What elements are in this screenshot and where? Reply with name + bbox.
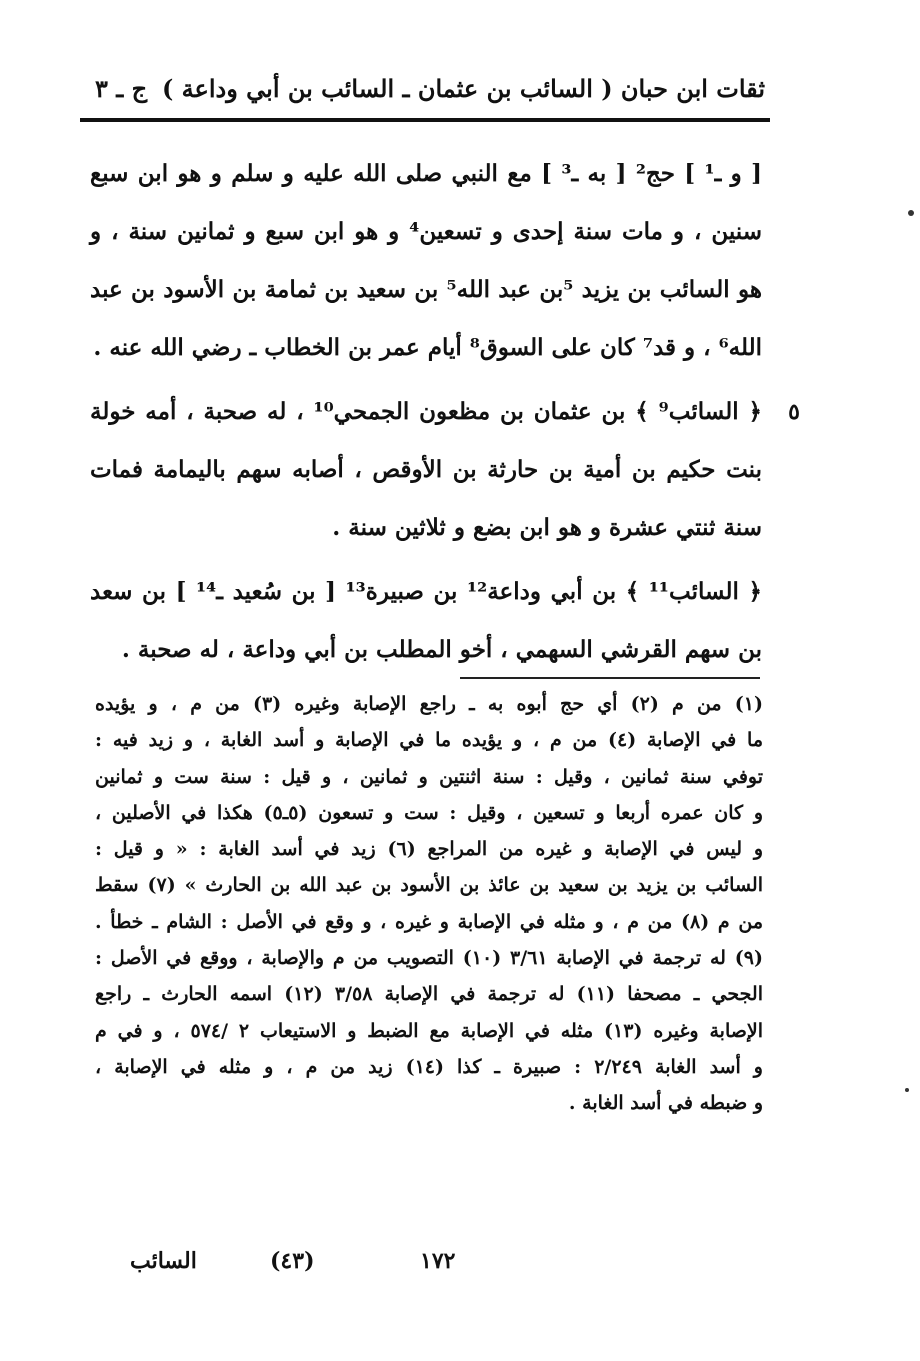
- footnote-line: و ليس في الإصابة و غيره من المراجع (٦) زيد في أسد الغابة : « و قيل :: [95, 838, 763, 861]
- footnote-line: و ضبطه في أسد الغابة .: [568, 1092, 763, 1115]
- header-rule: [80, 118, 770, 122]
- entry-count: (٤٣): [270, 1248, 315, 1274]
- footnote-line: توفي سنة ثمانين ، وقيل : سنة اثنتين و ثمانين ، و قيل : سنة ست و ثمانين: [95, 765, 763, 788]
- entry-paragraph: [90, 145, 762, 377]
- footnote-line: الجحي ـ مصحفا (١١) له ترجمة في الإصابة ٣/٥٨ (١٢) اسمه الحارث ـ راجع: [95, 983, 763, 1006]
- entry-paragraph: [90, 383, 800, 557]
- page-footer: [120, 1248, 750, 1284]
- running-name: السائب: [130, 1248, 197, 1274]
- scan-speck: [908, 210, 914, 216]
- entry-paragraph: [90, 563, 762, 679]
- footnote-line: ما في الإصابة (٤) من م ، و يؤيده ما في الإصابة و أسد الغابة ، و زيد فيه :: [95, 729, 763, 752]
- footnote-line: و أسد الغابة ٢/٢٤٩ : صبيرة ـ كذا (١٤) زيد من م ، و مثله في الإصابة ،: [95, 1055, 763, 1078]
- footnote-line: الإصابة وغيره (١٣) مثله في الإصابة مع الضبط و الاستيعاب ٢ /٥٧٤ ، و في م: [95, 1019, 763, 1042]
- entry-text: [ و ـ¹ ] حج² [ به ـ³ ] مع النبي صلى الله عليه و سلم و هو ابن سبع سنين ، و مات سنة إحدى و تسعين⁴ و هو ابن سبع و ثمانين سنة ، و هو السائب بن يزيد ⁵بن عبد الله⁵ بن سعيد بن ثمامة بن الأسود بن عبد الله⁶ ، و قد⁷ كان على السوق⁸ أيام عمر بن الخطاب ـ رضي الله عنه .: [90, 160, 763, 361]
- main-text: [90, 145, 800, 679]
- scan-speck: [905, 1088, 909, 1092]
- footnote-line: (١) من م (٢) أي حج أبوه به ـ راجع الإصابة وغيره (٣) من م ، و يؤيده: [95, 693, 763, 715]
- entry-text: ﴿ السائب¹¹ ﴾ بن أبي وداعة¹² بن صبيرة¹³ [ بن سُعيد ـ¹⁴ ] بن سعد بن سهم القرشي السهمي ، أخو المطلب بن أبي وداعة ، له صحبة .: [90, 578, 762, 663]
- entry-text: ﴿ السائب⁹ ﴾ بن عثمان بن مظعون الجمحي¹⁰ ، له صحبة ، أمه خولة بنت حكيم بن أمية بن حارثة بن الأوقص ، أصابه سهم باليمامة فمات سنة ثنتي عشرة و هو ابن بضع و ثلاثين سنة .: [90, 398, 762, 541]
- footnote-separator: [460, 677, 760, 679]
- footnotes: [95, 686, 763, 1122]
- running-title: ثقات ابن حبان ( السائب بن عثمان ـ السائب بن أبي وداعة ): [161, 74, 765, 103]
- page-number: ١٧٢: [420, 1248, 456, 1274]
- volume-label: ج ـ ٣: [95, 74, 148, 103]
- footnote-line: السائب بن يزيد بن سعيد بن عائذ بن الأسود بن عبد الله بن الحارث » (٧) سقط: [95, 874, 763, 897]
- footnote-line: من م (٨) من م ، و مثله في الإصابة و غيره ، و وقع في الأصل : الشام ـ خطأ .: [95, 910, 763, 933]
- footnote-line: و كان عمره أربعا و تسعين ، وقيل : ست و تسعون (٥ـ٥) هكذا في الأصلين ،: [95, 801, 763, 824]
- entry-number: ٥: [788, 399, 800, 425]
- page-header: [95, 70, 775, 110]
- footnote-line: (٩) له ترجمة في الإصابة ٣/٦١ (١٠) التصويب من م والإصابة ، ووقع في الأصل :: [95, 947, 763, 970]
